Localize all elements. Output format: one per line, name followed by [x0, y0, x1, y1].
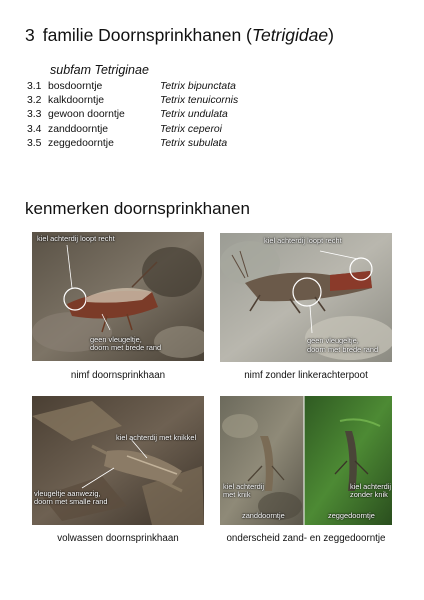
photo-caption: volwassen doornsprinkhaan [57, 533, 179, 544]
chapter-number: 3 [25, 25, 35, 45]
page-title [25, 24, 334, 46]
photo-caption: nimf zonder linkerachterpoot [244, 370, 368, 381]
species-dutch-name: gewoon doorntje [48, 109, 125, 121]
species-latin-name: Tetrix subulata [160, 137, 228, 149]
nymph-missing-leg-photo-image [220, 233, 392, 362]
species-dutch-name: zeggedoorntje [48, 137, 114, 149]
annotation-label: kiel achterdij [350, 482, 392, 491]
species-code: 3.1 [27, 81, 42, 92]
species-latin-name: Tetrix undulata [160, 109, 228, 121]
annotation-label: vleugeltje aanwezig, [34, 489, 101, 498]
species-code: 3.4 [27, 123, 42, 135]
photo-comparison [220, 396, 392, 525]
annotation-label: doorn met brede rand [90, 343, 162, 352]
annotation-label: kiel achterdij [223, 482, 265, 491]
subfamily-label: subfam Tetriginae [50, 63, 149, 77]
species-latin-name: Tetrix bipunctata [160, 81, 236, 92]
species-row [27, 123, 287, 137]
annotation-label: geen vleugeltje, [307, 336, 359, 345]
species-list [27, 80, 287, 151]
species-row [27, 94, 287, 108]
comparison-photo-image [220, 396, 392, 525]
annotation-label: zanddoorntje [242, 511, 285, 520]
annotation-label: kiel achterdij met knikkel [116, 433, 197, 442]
photo-caption: onderscheid zand- en zeggedoorntje [226, 533, 386, 544]
photo-nymph-missing-leg [220, 233, 392, 362]
family-name: familie Doornsprinkhanen ( [42, 25, 252, 45]
photo-caption: nimf doornsprinkhaan [70, 370, 166, 381]
species-code: 3.5 [27, 137, 42, 149]
section-heading: kenmerken doornsprinkhanen [25, 199, 250, 218]
species-latin-name: Tetrix ceperoi [160, 123, 222, 135]
species-latin-name: Tetrix tenuicornis [160, 95, 239, 107]
species-code: 3.2 [27, 95, 42, 107]
photo-nymph [32, 232, 204, 361]
photo-adult [32, 396, 204, 525]
family-latin-name: Tetrigidae [251, 25, 329, 45]
species-row [27, 108, 287, 122]
species-row [27, 80, 287, 94]
closing-paren: ) [328, 25, 334, 45]
annotation-label: doorn met brede rand [307, 345, 379, 354]
annotation-label: kiel achterdij loopt recht [37, 234, 115, 243]
species-dutch-name: bosdoorntje [48, 81, 103, 92]
annotation-label: doorn met smalle rand [34, 497, 108, 506]
annotation-label: zeggedoorntje [328, 511, 375, 520]
species-code: 3.3 [27, 109, 42, 121]
annotation-label: kiel achterdij loopt recht [264, 236, 342, 245]
annotation-label: geen vleugeltje, [90, 335, 142, 344]
annotation-label: met knik [223, 490, 251, 499]
species-dutch-name: zanddoorntje [48, 123, 109, 135]
annotation-label: zonder knik [350, 490, 388, 499]
species-row [27, 137, 287, 151]
species-dutch-name: kalkdoorntje [48, 95, 105, 107]
